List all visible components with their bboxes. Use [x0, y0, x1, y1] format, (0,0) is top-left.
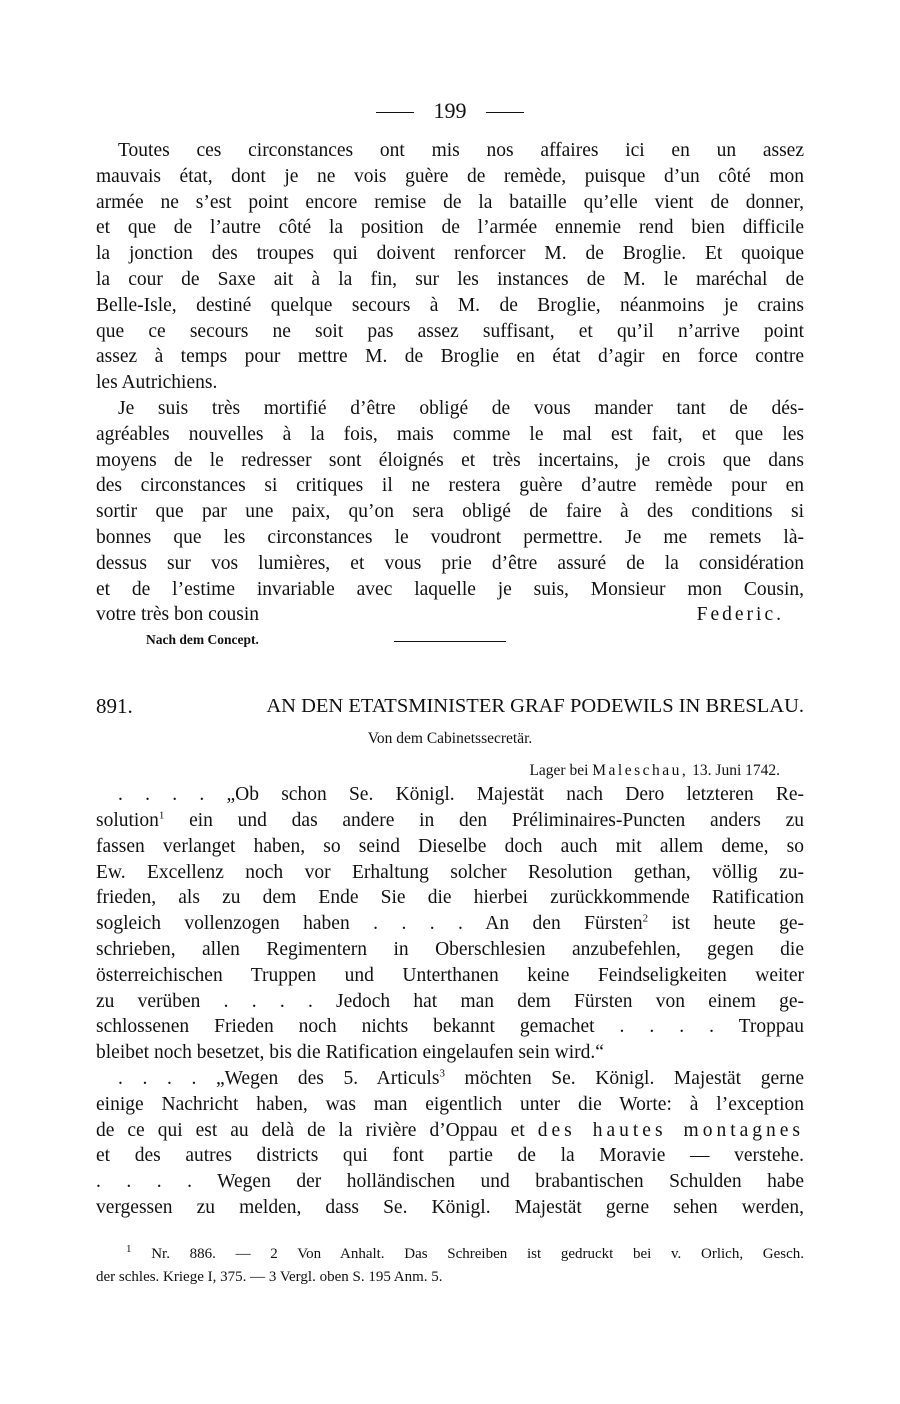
footnote-mark: 1 — [126, 1242, 132, 1255]
letter-continuation — [96, 138, 804, 654]
letter-line: assez à temps pour mettre M. de Broglie en état d’agir en force contre — [96, 346, 804, 368]
body-line — [96, 911, 804, 937]
footnote-mark: 3 — [439, 1067, 445, 1080]
footnote-line: der schles. Kriege I, 375. — 3 Vergl. oben S. 195 Anm. 5. — [96, 1268, 443, 1285]
body-line: vergessen zu melden, dass Se. Königl. Majestät gerne sehen werden, — [96, 1196, 804, 1218]
body-text: „Ob schon Se. Königl. Majestät nach Dero letzteren Re- — [226, 784, 805, 806]
body-text: de ce qui est au delà de la rivière d’Oppau et — [96, 1119, 525, 1141]
body-line — [96, 1118, 804, 1144]
body-line — [96, 782, 804, 808]
document-body — [96, 782, 804, 1221]
dateline — [96, 760, 804, 782]
footnote-mark: 1 — [158, 809, 165, 822]
page-number-dash-right — [486, 112, 524, 113]
body-line: bleibet noch besetzet, bis die Ratification eingelaufen sein wird.“ — [96, 1042, 604, 1064]
letter-line: mauvais état, dont je ne vois guère de remède, puisque d’un côté mon — [96, 165, 804, 187]
closing-text: votre très bon cousin — [96, 604, 260, 626]
body-line: frieden, als zu dem Ende Sie die hierbei zurückkommende Ratification — [96, 887, 804, 909]
page-number — [96, 96, 804, 126]
body-text: sogleich vollenzogen haben . . . . An den Fürsten — [96, 913, 643, 935]
body-line: schlossenen Frieden noch nichts bekannt gemachet . . . . Troppau — [96, 1016, 804, 1038]
letter-line: moyens de le redresser sont éloignés et très incertains, je crois que dans — [96, 449, 804, 471]
body-line: . . . . Wegen der holländischen und brabantischen Schulden habe — [96, 1171, 804, 1193]
spaced-quote: des hautes montagnes — [537, 1119, 805, 1141]
footnote-text: Nr. 886. — 2 Von Anhalt. Das Schreiben ist gedruckt bei v. Orlich, Gesch. — [151, 1245, 804, 1262]
letter-line: et que de l’autre côté la position de l’armée ennemie rend bien difficile — [96, 217, 804, 239]
body-line — [96, 808, 804, 834]
body-text: ein und das andere in den Préliminaires-Puncten anders zu — [189, 809, 805, 831]
document-heading — [96, 692, 804, 720]
letter-line: agréables nouvelles à la fois, mais comme le mal est fait, et que les — [96, 423, 804, 445]
source-note-text: Nach dem Concept. — [146, 632, 259, 648]
dateline-place: Maleschau, — [592, 762, 689, 780]
letter-line: et de l’estime invariable avec laquelle je suis, Monsieur mon Cousin, — [96, 578, 804, 600]
letter-line: Toutes ces circonstances ont mis nos affaires ici en un assez — [118, 140, 804, 161]
body-line: zu verüben . . . . Jedoch hat man dem Fürsten von einem ge- — [96, 990, 804, 1012]
body-text: „Wegen des 5. Articuls — [215, 1067, 440, 1089]
letter-line: que ce secours ne soit pas assez suffisant, et qu’il n’arrive point — [96, 320, 804, 342]
body-line — [96, 1066, 804, 1092]
page-number-dash-left — [376, 112, 414, 113]
letter-line: la jonction des troupes qui doivent renforcer M. de Broglie. Et quoique — [96, 243, 804, 265]
letter-line: des circonstances si critiques il ne restera guère d’autre remède pour en — [96, 475, 804, 497]
letter-line: les Autrichiens. — [96, 372, 218, 394]
body-line: fassen verlanget haben, so seind Dieselbe doch auch mit allem deme, so — [96, 835, 804, 857]
letter-line: Je suis très mortifié d’être obligé de vous mander tant de dés- — [118, 397, 804, 419]
letter-line: armée ne s’est point encore remise de la bataille qu’elle vient de donner, — [96, 191, 804, 213]
closing-line — [96, 602, 804, 628]
letter-line: sortir que par une paix, qu’on sera obligé de faire à des conditions si — [96, 501, 804, 523]
ellipsis: . . . . — [118, 784, 205, 806]
body-text: solution — [96, 809, 159, 831]
dateline-date: 13. Juni 1742. — [692, 762, 780, 780]
section-divider — [394, 641, 506, 642]
footnote-mark: 2 — [642, 912, 649, 925]
document-title: AN DEN ETATSMINISTER GRAF PODEWILS IN BRESLAU. — [266, 695, 804, 718]
letter-line: bonnes que les circonstances le voudront permettre. Je me remets là- — [96, 526, 804, 548]
body-text: möchten Se. Königl. Majestät gerne — [464, 1067, 804, 1089]
source-note — [96, 632, 804, 654]
body-line: et des autres districts qui font partie de la Moravie — verstehe. — [96, 1145, 804, 1167]
document-subtitle: Von dem Cabinetssecretär. — [367, 730, 533, 748]
letter-line: Belle-Isle, destiné quelque secours à M. de Broglie, néanmoins je crains — [96, 294, 804, 316]
dateline-prefix: Lager bei — [529, 762, 589, 780]
signature: Federic. — [696, 604, 784, 626]
letter-line: dessus sur vos lumières, et vous prie d’être assuré de la considération — [96, 552, 804, 574]
body-text: ist heute ge- — [671, 913, 804, 935]
letter-line: la cour de Saxe ait à la fin, sur les instances de M. le maréchal de — [96, 268, 804, 290]
page-number-text: 199 — [433, 98, 467, 123]
footnotes — [96, 1243, 804, 1289]
body-line: schrieben, allen Regimentern in Oberschlesien anzubefehlen, gegen die — [96, 938, 804, 960]
body-line: Ew. Excellenz noch vor Erhaltung solcher Resolution gethan, völlig zu- — [96, 861, 804, 883]
ellipsis: . . . . — [118, 1067, 197, 1089]
page — [96, 96, 804, 1289]
document-number: 891. — [96, 694, 133, 719]
footnote-line — [96, 1243, 804, 1266]
body-line: einige Nachricht haben, was man eigentlich unter die Worte: à l’exception — [96, 1093, 804, 1115]
body-line: österreichischen Truppen und Unterthanen keine Feindseligkeiten weiter — [96, 964, 804, 986]
